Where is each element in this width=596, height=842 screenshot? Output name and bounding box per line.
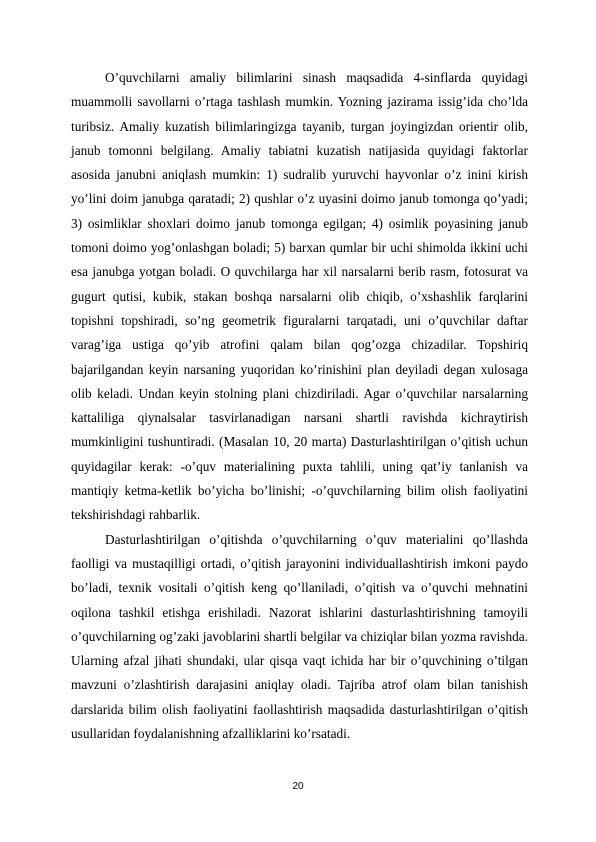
paragraph-2: Dasturlashtirilgan o’qitishda o’quvchilarning o’quv materialini qo’llashda faolligi va mustaqilligi ortadi, o’qitish jarayonini individuallashtirish imkoni paydo bo’ladi, texnik vositali o’qitish keng qo’llaniladi, o’qitish va o’quvchi mehnatini oqilona tashkil etishga erishiladi. Nazorat ishlarini dasturlashtirishning tamoyili o’quvchilarning og’zaki javoblarini shartli belgilar va chiziqlar bilan yozma ravishda. Ularning afzal jihati shundaki, ular qisqa vaqt ichida har bir o’quvchining o’tilgan mavzuni o’zlashtirish darajasini aniqlay oladi. Tajriba atrof olam bilan tanishish darslarida bilim olish faoliyatini faollashtirish maqsadida dasturlashtirilgan o’qitish usullaridan foydalanishning afzalliklarini ko’rsatadi. [71,531,528,742]
page-number: 20 [292,781,304,792]
paragraph-1: O’quvchilarni amaliy bilimlarini sinash maqsadida 4-sinflarda quyidagi muammolli savollarni o’rtaga tashlash mumkin. Yozning jazirama issig’ida cho’lda turibsiz. Amaliy kuzatish bilimlaringizga tayanib, turgan joyingizdan orientir olib, janub tomonni belgilang. Amaliy tabiatni kuzatish natijasida quyidagi faktorlar asosida janubni aniqlash mumkin: 1) sudralib yuruvchi hayvonlar o’z inini kirish yo’lini doim janubga qaratadi; 2) qushlar o’z uyasini doimo janub tomonga qo’yadi; 3) osimliklar shoxlari doimo janub tomonga egilgan; 4) osimlik poyasining janub tomoni doimo yog’onlashgan boladi; 5) barxan qumlar bir uchi shimolda ikkini uchi esa janubga yotgan boladi. O quvchilarga har xil narsalarni berib rasm, fotosurat va gugurt qutisi, kubik, stakan boshqa narsalarni olib chiqib, o’xshashlik farqlarini topishni topshiradi, so’ng geometrik figuralarni tarqatadi, uni o’quvchilar daftar varag’iga ustiga qo’yib atrofini qalam bilan qog’ozga chizadilar. Topshiriq bajarilgandan keyin narsaning yuqoridan ko’rinishini plan deyiladi degan xulosaga olib keladi. Undan keyin stolning plani chizdiriladi. Agar o’quvchilar narsalarning kattaliliga qiynalsalar tasvirlanadigan narsani shartli ravishda kichraytirish mumkinligini tushuntiradi. (Masalan 10, 20 marta) Dasturlashtirilgan o’qitish uchun quyidagilar kerak: -o’quv materialining puxta tahlili, uning qat’iy tanlanish va mantiqiy ketma-ketlik bo’yicha bo’linishi; -o’quvchilarning bilim olish faoliyatini tekshirishdagi rahbarlik. [71,70,528,523]
body-text [71,66,528,746]
